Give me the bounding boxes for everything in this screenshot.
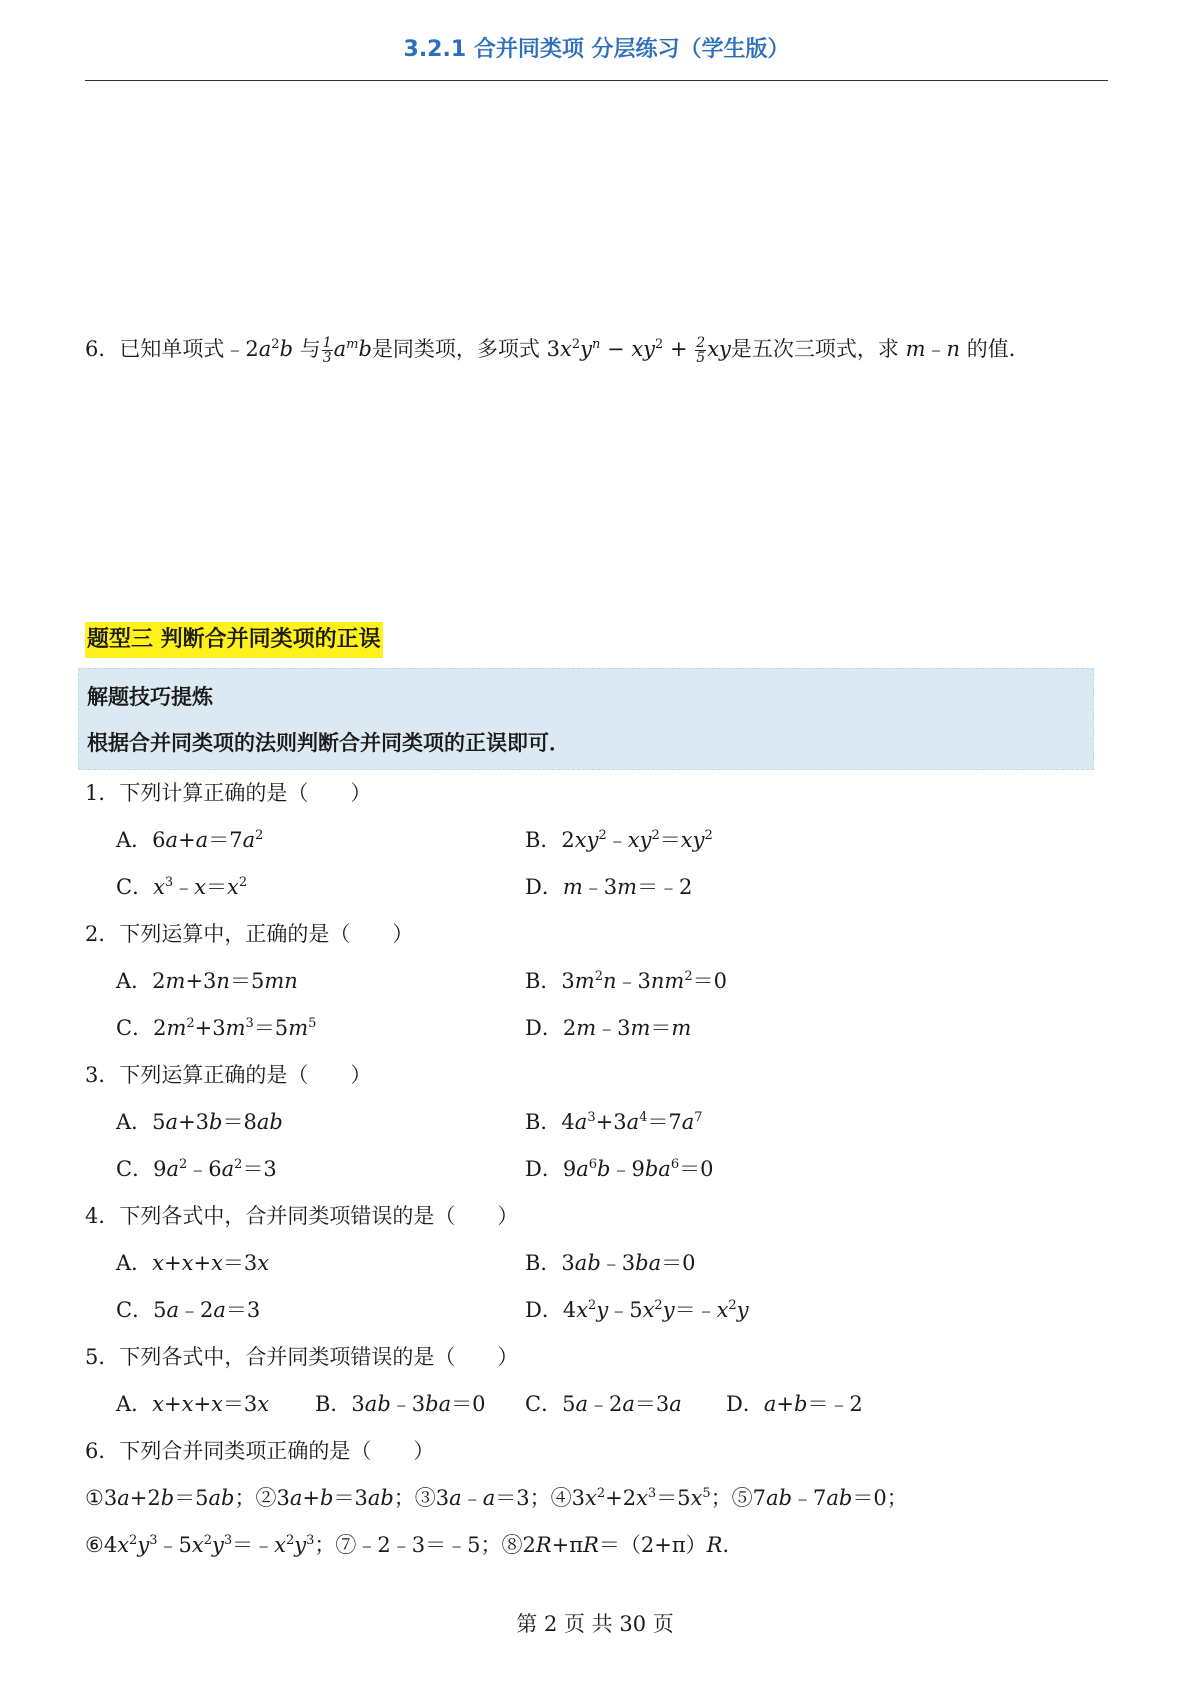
header-title: 3.2.1 合并同类项 分层练习（学生版） <box>403 37 790 62</box>
page-footer: 第 2 页 共 30 页 <box>516 1612 674 1636</box>
q6-text-3: 是同类项，多项式 3 <box>371 337 560 361</box>
q4-option-b[interactable]: B．3ab﹣3ba＝0 <box>525 1251 696 1275</box>
q1-option-d[interactable]: D．m﹣3m＝﹣2 <box>525 875 693 899</box>
question-2-stem: 2．下列运算中，正确的是（ ） <box>85 922 414 946</box>
q2-option-b[interactable]: B．$3m^2n﹣3nm^2=0$ <box>525 969 728 993</box>
q2-option-a[interactable]: A．2m+3n＝5mn <box>116 969 298 993</box>
q3-option-c[interactable]: C．$9a^2﹣6a^2=3$ <box>116 1157 277 1181</box>
q6-number: 6． <box>85 337 120 361</box>
q4-option-d[interactable]: D．$4x^2y﹣5x^2y=﹣x^2y$ <box>525 1298 749 1322</box>
fraction-one-third: $\frac{1}{3}$ <box>322 335 332 366</box>
q4-option-c[interactable]: C．5a﹣2a＝3 <box>116 1298 261 1322</box>
q5-option-a[interactable]: A．x+x+x＝3x <box>116 1392 270 1416</box>
tips-title: 解题技巧提炼 <box>87 685 213 709</box>
q3-option-d[interactable]: D．$9a^6b﹣9ba^6=0$ <box>525 1157 714 1181</box>
q6-text-6: 是五次三项式，求 <box>730 337 906 361</box>
question-5-stem: 5．下列各式中，合并同类项错误的是（ ） <box>85 1345 519 1369</box>
tips-body: 根据合并同类项的法则判断合并同类项的正误即可． <box>87 731 570 755</box>
q6-items-line-1: ①3a+2b＝5ab；②3a+b＝3ab；③3a﹣a＝3；$④3x^2+2x^3=5x^5$；⑤7ab﹣7ab＝0； <box>85 1486 908 1510</box>
q1-option-a[interactable]: A．$6a+a=7a^2$ <box>116 828 264 852</box>
q4-option-a[interactable]: A．x+x+x＝3x <box>116 1251 270 1275</box>
q6-text-7: 的值． <box>966 337 1030 361</box>
question-1-stem: 1．下列计算正确的是（ ） <box>85 781 372 805</box>
q3-option-b[interactable]: B．$4a^3+3a^4=7a^7$ <box>525 1110 703 1134</box>
question-3-stem: 3．下列运算正确的是（ ） <box>85 1063 372 1087</box>
fraction-two-fifths: $\frac{2}{5}$ <box>696 335 706 366</box>
q3-option-a[interactable]: A．5a+3b＝8ab <box>116 1110 283 1134</box>
q6-items-line-2: $⑥4x^2y^3﹣5x^2y^3=﹣x^2y^3$；⑦﹣2﹣3＝﹣5；⑧2R+πR＝（2+π）R． <box>85 1533 744 1557</box>
q2-option-d[interactable]: D．2m﹣3m＝m <box>525 1016 692 1040</box>
q6-text-1: 已知单项式﹣2 <box>119 337 259 361</box>
q5-option-c[interactable]: C．5a﹣2a＝3a <box>525 1392 682 1416</box>
question-6-top: 6．已知单项式$﹣2a^2b$ 与 $\frac{1}{3}$ $a^mb$是同类项，多项式 $3x^2y^n - xy^2$ + $\frac{2}{5}$ xy是五次三项式，求 m﹣n 的值． <box>85 335 1030 366</box>
q1-option-b[interactable]: B．$2xy^2﹣xy^2=xy^2$ <box>525 828 713 852</box>
question-4-stem: 4．下列各式中，合并同类项错误的是（ ） <box>85 1204 519 1228</box>
question-6-stem: 6．下列合并同类项正确的是（ ） <box>85 1439 435 1463</box>
section-title: 题型三 判断合并同类项的正误 <box>85 622 383 658</box>
q2-option-c[interactable]: C．$2m^2+3m^3=5m^5$ <box>116 1016 317 1040</box>
q5-option-b[interactable]: B．3ab﹣3ba＝0 <box>315 1392 486 1416</box>
q5-option-d[interactable]: D．a+b＝﹣2 <box>726 1392 863 1416</box>
tips-box <box>78 668 1094 770</box>
page-header <box>85 0 1108 81</box>
q6-text-2: 与 <box>299 337 321 361</box>
q1-option-c[interactable]: C．$x^3﹣x=x^2$ <box>116 875 248 899</box>
